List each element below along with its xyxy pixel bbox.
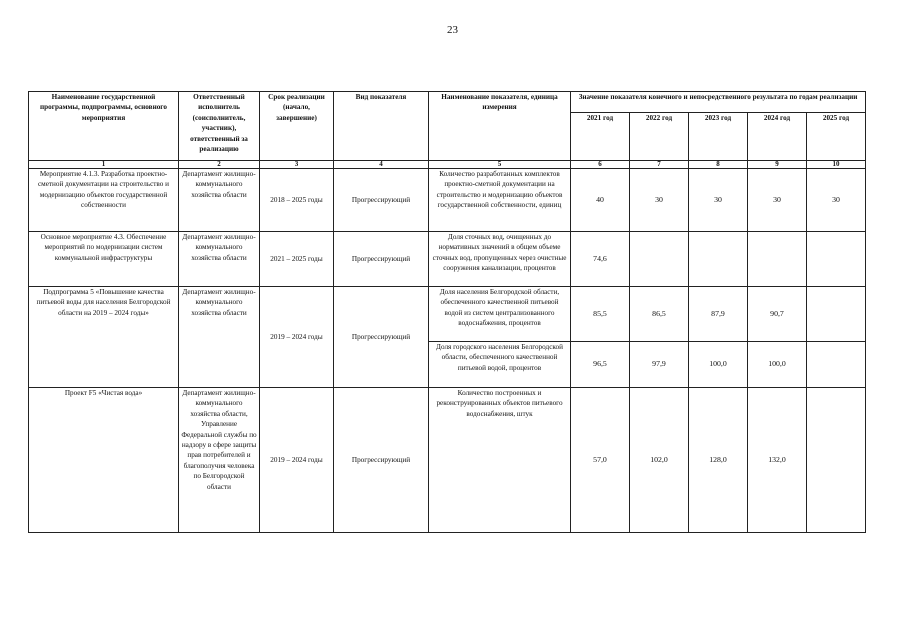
value-cell: 102,0: [630, 388, 689, 533]
page-number: 23: [447, 24, 458, 36]
indicator-cell: Доля сточных вод, очищенных до нормативных значений в общем объеме сточных вод, пропущенных через очистные сооружения канализации, процентов: [429, 232, 571, 287]
type-cell: Прогрессирующий: [334, 388, 429, 533]
value-cell: 40: [571, 169, 630, 232]
column-number: 2: [179, 161, 260, 169]
executor-cell: Департамент жилищно-коммунального хозяйства области: [179, 287, 260, 388]
value-cell: [748, 232, 807, 287]
header-values-group: Значение показателя конечного и непосредственного результата по годам реализации: [571, 92, 866, 113]
value-cell: 30: [807, 169, 866, 232]
program-cell: Мероприятие 4.1.3. Разработка проектно-сметной документации на строительство и модернизацию объектов государственной собственности: [29, 169, 179, 232]
executor-cell: Департамент жилищно-коммунального хозяйства области: [179, 169, 260, 232]
indicator-cell: Количество разработанных комплектов проектно-сметной документации на строительство и модернизацию объектов государственной собственности, единиц: [429, 169, 571, 232]
value-cell: 90,7: [748, 287, 807, 342]
column-number: 8: [689, 161, 748, 169]
header-indicator-type: Вид показателя: [334, 92, 429, 161]
value-cell: 74,6: [571, 232, 630, 287]
value-cell: [807, 232, 866, 287]
period-cell: 2019 – 2024 годы: [260, 287, 334, 388]
column-number: 6: [571, 161, 630, 169]
table-row: [29, 169, 866, 232]
period-cell: 2021 – 2025 годы: [260, 232, 334, 287]
value-cell: 87,9: [689, 287, 748, 342]
value-cell: 128,0: [689, 388, 748, 533]
value-cell: 100,0: [748, 342, 807, 388]
value-cell: [689, 232, 748, 287]
column-number: 7: [630, 161, 689, 169]
header-year: 2021 год: [571, 113, 630, 161]
column-number: 9: [748, 161, 807, 169]
header-executor: Ответственный исполнитель (соисполнитель, участник), ответственный за реализацию: [179, 92, 260, 161]
value-cell: [807, 342, 866, 388]
header-year: 2023 год: [689, 113, 748, 161]
program-cell: Основное мероприятие 4.3. Обеспечение мероприятий по модернизации систем коммунальной инфраструктуры: [29, 232, 179, 287]
value-cell: 57,0: [571, 388, 630, 533]
program-cell: Проект F5 «Чистая вода»: [29, 388, 179, 533]
value-cell: 30: [630, 169, 689, 232]
table-row: [29, 287, 866, 342]
column-number: 5: [429, 161, 571, 169]
header-year: 2025 год: [807, 113, 866, 161]
type-cell: Прогрессирующий: [334, 169, 429, 232]
header-period: Срок реализации (начало, завершение): [260, 92, 334, 161]
type-cell: Прогрессирующий: [334, 232, 429, 287]
executor-cell: Департамент жилищно-коммунального хозяйства области: [179, 232, 260, 287]
value-cell: 97,9: [630, 342, 689, 388]
value-cell: [630, 232, 689, 287]
value-cell: 86,5: [630, 287, 689, 342]
header-year: 2024 год: [748, 113, 807, 161]
value-cell: 96,5: [571, 342, 630, 388]
indicator-cell: Доля городского населения Белгородской области, обеспеченного качественной питьевой водой, процентов: [429, 342, 571, 388]
header-indicator-name: Наименование показателя, единица измерения: [429, 92, 571, 161]
period-cell: 2019 – 2024 годы: [260, 388, 334, 533]
header-year: 2022 год: [630, 113, 689, 161]
value-cell: 85,5: [571, 287, 630, 342]
value-cell: [807, 287, 866, 342]
column-number: 3: [260, 161, 334, 169]
results-table: [28, 91, 866, 533]
column-number: 4: [334, 161, 429, 169]
table-row: [29, 388, 866, 533]
value-cell: 30: [748, 169, 807, 232]
program-cell: Подпрограмма 5 «Повышение качества питьевой воды для населения Белгородской области на 2019 – 2024 годы»: [29, 287, 179, 388]
indicator-cell: Количество построенных и реконструированных объектов питьевого водоснабжения, штук: [429, 388, 571, 533]
column-number: 1: [29, 161, 179, 169]
value-cell: 100,0: [689, 342, 748, 388]
value-cell: 30: [689, 169, 748, 232]
column-number-row: [29, 161, 866, 169]
executor-cell: Департамент жилищно-коммунального хозяйства области, Управление Федеральной службы по надзору в сфере защиты прав потребителей и благополучия человека по Белгородской области: [179, 388, 260, 533]
value-cell: 132,0: [748, 388, 807, 533]
type-cell: Прогрессирующий: [334, 287, 429, 388]
table-row: [29, 232, 866, 287]
column-number: 10: [807, 161, 866, 169]
value-cell: [807, 388, 866, 533]
header-program: Наименование государственной программы, подпрограммы, основного мероприятия: [29, 92, 179, 161]
indicator-cell: Доля населения Белгородской области, обеспеченного качественной питьевой водой из систем централизованного водоснабжения, процентов: [429, 287, 571, 342]
period-cell: 2018 – 2025 годы: [260, 169, 334, 232]
